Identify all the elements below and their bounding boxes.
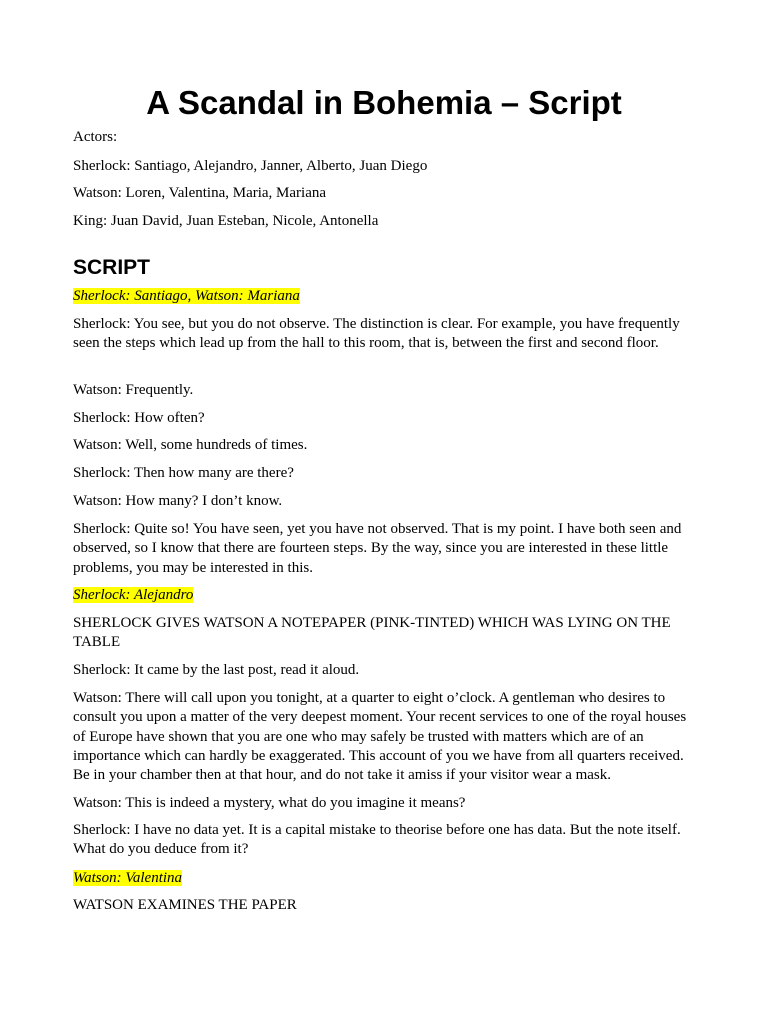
dialogue-line: Watson: There will call upon you tonight, at a quarter to eight o’clock. A gentleman who desires to consult you upon a matter of the very deepest moment. Your recent services to one of the royal houses of Europe have shown that you are one who may safely be trusted with matters which are of an importance which can hardly be exaggerated. This account of you we have from all quarters received. Be in your chamber then at that hour, and do not take it amiss if your visitor wear a mask. <box>73 690 687 784</box>
dialogue-line: Sherlock: Then how many are there? <box>73 465 294 481</box>
dialogue-line: Sherlock: It came by the last post, read it aloud. <box>73 662 360 678</box>
dialogue-line: Watson: Frequently. <box>73 382 194 398</box>
actors-line-sherlock: Sherlock: Santiago, Alejandro, Janner, Alberto, Juan Diego <box>73 158 428 174</box>
role-cue-text: Sherlock: Santiago, Watson: Mariana <box>73 288 300 304</box>
dialogue-line: Watson: How many? I don’t know. <box>73 493 283 509</box>
dialogue-line: Watson: This is indeed a mystery, what do you imagine it means? <box>73 795 466 811</box>
role-cue <box>73 586 695 605</box>
actors-line-king: King: Juan David, Juan Esteban, Nicole, Antonella <box>73 213 379 229</box>
role-cue-text: Watson: Valentina <box>73 870 183 886</box>
script-heading: SCRIPT <box>73 256 151 279</box>
actors-label: Actors: <box>73 129 118 145</box>
stage-direction: WATSON EXAMINES THE PAPER <box>73 897 297 913</box>
dialogue-line: Sherlock: You see, but you do not observe. The distinction is clear. For example, you have frequently seen the steps which lead up from the hall to this room, that is, between the first and second floor. <box>73 316 680 352</box>
role-cue <box>73 287 695 306</box>
role-cue <box>73 869 695 888</box>
dialogue-line: Sherlock: Quite so! You have seen, yet you have not observed. That is my point. I have both seen and observed, so I know that there are fourteen steps. By the way, since you are interested in these little problems, you may be interested in this. <box>73 521 682 576</box>
role-cue-text: Sherlock: Alejandro <box>73 587 194 603</box>
stage-direction: SHERLOCK GIVES WATSON A NOTEPAPER (PINK-TINTED) WHICH WAS LYING ON THE TABLE <box>73 615 671 651</box>
document-title: A Scandal in Bohemia – Script <box>146 84 622 121</box>
dialogue-line: Sherlock: I have no data yet. It is a capital mistake to theorise before one has data. But the note itself. What do you deduce from it? <box>73 822 681 858</box>
dialogue-line: Watson: Well, some hundreds of times. <box>73 437 308 453</box>
actors-line-watson: Watson: Loren, Valentina, Maria, Mariana <box>73 185 327 201</box>
dialogue-line: Sherlock: How often? <box>73 410 205 426</box>
